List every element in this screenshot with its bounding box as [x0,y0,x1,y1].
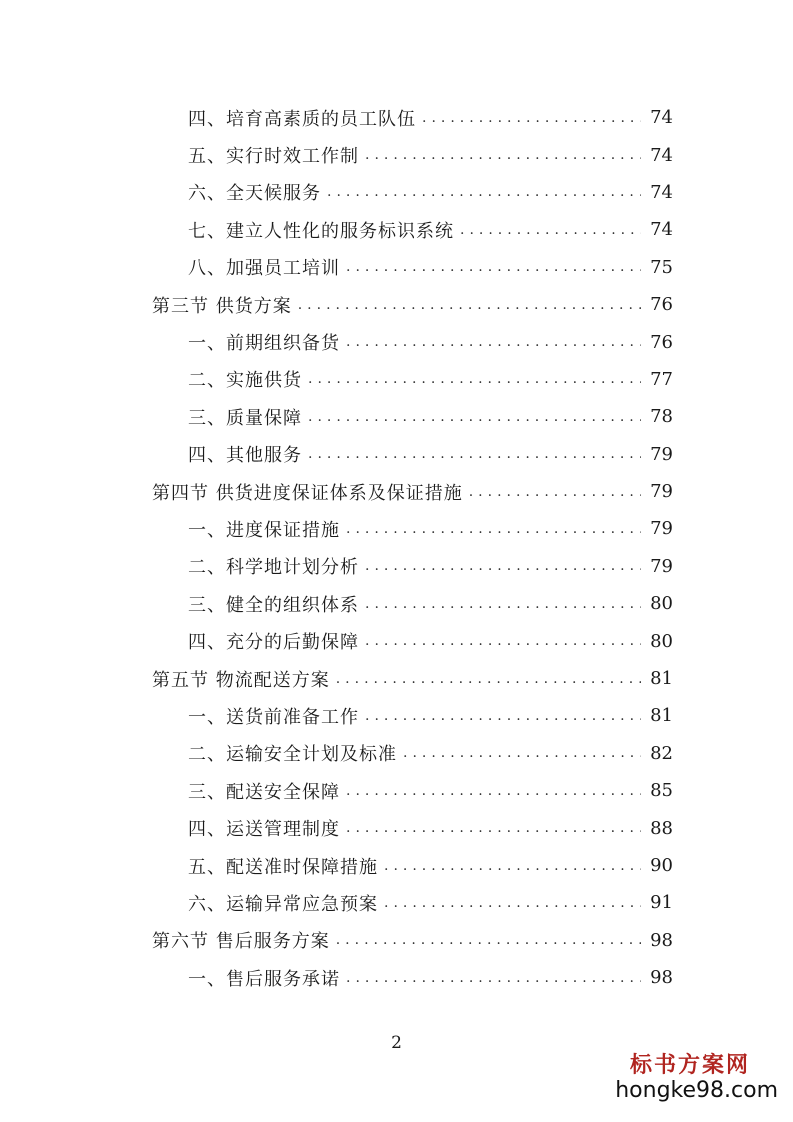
toc-entry-title: 第六节 售后服务方案 [152,931,330,953]
toc-entry-page-number: 98 [650,967,673,989]
toc-dot-leader [346,334,641,350]
toc-dot-leader [346,259,641,275]
toc-entry-title: 三、质量保障 [188,407,302,429]
toc-entry-page-number: 74 [650,181,673,203]
toc-entry-title: 二、运输安全计划及标准 [188,744,397,766]
table-of-contents [152,99,673,996]
toc-subsection-entry[interactable] [152,510,673,547]
toc-dot-leader [346,783,641,799]
toc-dot-leader [460,222,641,238]
toc-section-entry[interactable] [152,286,673,323]
toc-dot-leader [422,110,641,126]
toc-subsection-entry[interactable] [152,136,673,173]
toc-entry-page-number: 76 [650,331,673,353]
toc-subsection-entry[interactable] [152,585,673,622]
toc-entry-page-number: 79 [650,555,673,577]
toc-subsection-entry[interactable] [152,548,673,585]
toc-dot-leader [298,297,641,313]
toc-entry-title: 第五节 物流配送方案 [152,669,330,691]
toc-subsection-entry[interactable] [152,361,673,398]
toc-entry-title: 二、科学地计划分析 [188,557,359,579]
toc-entry-page-number: 90 [650,855,673,876]
toc-entry-page-number: 74 [650,107,673,129]
toc-entry-page-number: 77 [650,368,673,390]
toc-subsection-entry[interactable] [152,809,673,846]
watermark-url-text: hongke98.com [615,1078,778,1103]
toc-subsection-entry[interactable] [152,323,673,360]
toc-subsection-entry[interactable] [152,99,673,136]
toc-entry-page-number: 78 [650,406,673,428]
toc-entry-page-number: 85 [650,780,673,802]
toc-entry-title: 一、进度保证措施 [188,519,340,541]
page-number: 2 [391,1033,402,1053]
toc-entry-title: 一、售后服务承诺 [188,968,340,990]
toc-dot-leader [327,184,641,200]
toc-dot-leader [365,558,641,574]
toc-subsection-entry[interactable] [152,249,673,286]
toc-entry-page-number: 80 [650,593,673,615]
toc-subsection-entry[interactable] [152,884,673,921]
toc-entry-title: 六、运输异常应急预案 [188,893,378,915]
toc-section-entry[interactable] [152,660,673,697]
toc-subsection-entry[interactable] [152,398,673,435]
toc-dot-leader [336,932,641,948]
toc-entry-title: 七、建立人性化的服务标识系统 [188,220,454,242]
toc-dot-leader [384,895,641,911]
toc-entry-title: 三、健全的组织体系 [188,594,359,616]
toc-dot-leader [365,596,641,612]
toc-entry-page-number: 74 [650,144,673,166]
toc-entry-title: 五、配送准时保障措施 [188,856,378,878]
toc-subsection-entry[interactable] [152,622,673,659]
toc-entry-page-number: 79 [650,481,673,503]
toc-subsection-entry[interactable] [152,211,673,248]
toc-entry-title: 四、运送管理制度 [188,819,340,841]
toc-entry-page-number: 81 [650,705,673,727]
toc-dot-leader [336,671,641,687]
toc-subsection-entry[interactable] [152,735,673,772]
toc-section-entry[interactable] [152,922,673,959]
toc-entry-title: 八、加强员工培训 [188,258,340,280]
toc-entry-title: 四、培育高素质的员工队伍 [188,108,416,130]
toc-dot-leader [308,371,641,387]
toc-dot-leader [365,633,641,649]
toc-entry-page-number: 74 [650,219,673,241]
toc-entry-title: 一、前期组织备货 [188,333,340,355]
toc-entry-title: 四、其他服务 [188,445,302,467]
toc-subsection-entry[interactable] [152,697,673,734]
toc-dot-leader [308,446,641,462]
toc-entry-title: 第三节 供货方案 [152,295,292,317]
toc-dot-leader [365,708,641,724]
toc-entry-title: 六、全天候服务 [188,183,321,205]
toc-subsection-entry[interactable] [152,174,673,211]
watermark-brand-text: 标书方案网 [629,1052,750,1078]
toc-dot-leader [346,521,641,537]
toc-entry-page-number: 76 [650,294,673,316]
toc-subsection-entry[interactable] [152,959,673,996]
toc-entry-page-number: 79 [650,518,673,540]
toc-entry-title: 二、实施供货 [188,370,302,392]
toc-entry-page-number: 80 [650,630,673,652]
toc-dot-leader [469,484,641,500]
toc-entry-title: 一、送货前准备工作 [188,706,359,728]
toc-entry-page-number: 79 [650,443,673,465]
toc-entry-page-number: 81 [650,668,673,690]
toc-entry-page-number: 98 [650,929,673,951]
toc-subsection-entry[interactable] [152,436,673,473]
toc-dot-leader [308,409,641,425]
toc-entry-title: 四、充分的后勤保障 [188,632,359,654]
toc-section-entry[interactable] [152,473,673,510]
toc-entry-page-number: 82 [650,742,673,764]
toc-subsection-entry[interactable] [152,847,673,884]
toc-entry-page-number: 75 [650,256,673,278]
toc-dot-leader [346,970,641,986]
toc-dot-leader [365,147,641,163]
site-watermark [615,1052,778,1104]
toc-entry-page-number: 91 [650,892,673,914]
toc-entry-title: 三、配送安全保障 [188,781,340,803]
toc-dot-leader [384,858,641,874]
toc-entry-page-number: 88 [650,817,673,839]
toc-dot-leader [346,820,641,836]
toc-dot-leader [403,745,641,761]
toc-subsection-entry[interactable] [152,772,673,809]
toc-entry-title: 第四节 供货进度保证体系及保证措施 [152,482,463,504]
toc-entry-title: 五、实行时效工作制 [188,146,359,168]
